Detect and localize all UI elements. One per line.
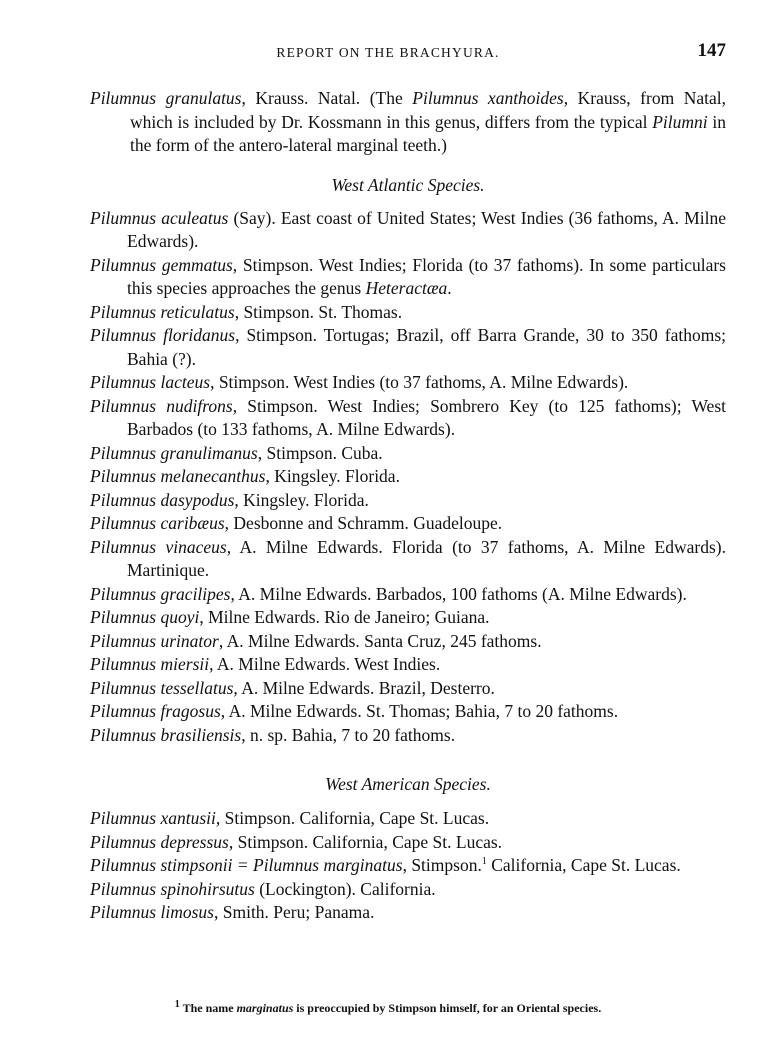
- entry-text: , n. sp. Bahia, 7 to 20 fathoms.: [241, 724, 456, 745]
- intro-paragraph: [90, 87, 726, 158]
- species-entry: [90, 677, 726, 701]
- species-name: Pilumnus floridanus: [90, 325, 236, 345]
- species-name: Pilumnus xanthoides: [412, 88, 564, 108]
- species-entry: [90, 901, 726, 925]
- species-entry: [90, 831, 726, 855]
- entry-text: (Say). East coast of United States; West Indies (36 fathoms, A. Milne Edwards).: [127, 207, 726, 251]
- entry-text: , A. Milne Edwards. Barbados, 100 fathoms (A. Milne Edwards).: [230, 583, 687, 604]
- entry-text: , Stimpson. Tortugas; Brazil, off Barra Grande, 30 to 350 fathoms; Bahia (?).: [127, 325, 726, 369]
- entry-text: , Kingsley. Florida.: [234, 489, 369, 510]
- entry-text: , Stimpson. California, Cape St. Lucas.: [215, 808, 490, 828]
- page-number: 147: [697, 40, 726, 61]
- footnote-text: The name: [179, 1001, 237, 1015]
- entry-text: , A. Milne Edwards. Brazil, Desterro.: [233, 677, 495, 698]
- species-name: Pilumni: [652, 111, 708, 132]
- species-name: Pilumnus stimpsonii = Pilumnus marginatus: [90, 855, 403, 875]
- entry-text: , Desbonne and Schramm. Guadeloupe.: [224, 513, 503, 533]
- species-name: Pilumnus aculeatus: [90, 207, 229, 228]
- species-name: Pilumnus gemmatus: [90, 254, 233, 275]
- species-entry: [90, 371, 726, 395]
- entry-text: , Smith. Peru; Panama.: [213, 902, 375, 922]
- species-name: Pilumnus dasypodus: [90, 489, 235, 510]
- running-title: REPORT ON THE BRACHYURA.: [276, 45, 500, 60]
- species-name: Pilumnus miersii: [90, 654, 210, 674]
- species-name: Pilumnus reticulatus: [90, 301, 235, 322]
- entry-text: , A. Milne Edwards. West Indies.: [209, 654, 441, 674]
- section-heading-west-atlantic: West Atlantic Species.: [331, 174, 485, 195]
- entry-text: , Stimpson.: [402, 855, 482, 875]
- species-entry: [90, 878, 726, 902]
- entry-text: , A. Milne Edwards. St. Thomas; Bahia, 7 to 20 fathoms.: [220, 701, 619, 721]
- species-name: Pilumnus depressus: [90, 831, 229, 852]
- entry-text: , Stimpson. West Indies (to 37 fathoms, A. Milne Edwards).: [210, 372, 629, 392]
- species-name: Pilumnus nudifrons: [90, 395, 233, 416]
- species-name: Pilumnus fragosus: [90, 701, 221, 721]
- species-name: Pilumnus caribæus: [90, 513, 225, 533]
- species-name: Pilumnus gracilipes: [90, 583, 231, 604]
- species-entry: [90, 583, 726, 607]
- entry-text: (Lockington). California.: [254, 878, 436, 899]
- species-entry: [90, 606, 726, 630]
- page-header: [0, 40, 776, 64]
- species-name: marginatus: [236, 1001, 294, 1015]
- species-name: Pilumnus vinaceus: [90, 536, 227, 557]
- species-name: Pilumnus tessellatus: [90, 677, 234, 698]
- entry-text: , Kingsley. Florida.: [265, 466, 400, 486]
- entry-text: , Milne Edwards. Rio de Janeiro; Guiana.: [199, 607, 490, 627]
- entry-text: , Stimpson. St. Thomas.: [234, 301, 403, 322]
- species-name: Pilumnus granulimanus: [90, 442, 258, 463]
- footnote-reference: 1: [481, 856, 487, 868]
- entry-text: , A. Milne Edwards. Florida (to 37 fathoms, A. Milne Edwards). Martinique.: [127, 536, 726, 580]
- species-entry: [90, 653, 726, 677]
- species-entry: [90, 395, 726, 442]
- entry-text: .: [447, 278, 452, 298]
- species-name: Pilumnus xantusii: [90, 808, 216, 828]
- species-entry: [90, 630, 726, 654]
- entry-text: , Stimpson. California, Cape St. Lucas.: [228, 831, 503, 852]
- species-name: Pilumnus lacteus: [90, 372, 211, 392]
- species-name: Pilumnus spinohirsutus: [90, 878, 255, 899]
- footnote-text: is preoccupied by Stimpson himself, for an Oriental species.: [293, 1001, 602, 1015]
- species-name: Pilumnus quoyi: [90, 607, 200, 627]
- species-entry: [90, 254, 726, 301]
- species-name: Pilumnus brasiliensis: [90, 724, 242, 745]
- species-entry: [90, 807, 726, 831]
- entry-text: , Krauss, from Natal, which is included by Dr. Kossmann in this genus, differs from the typical: [130, 88, 726, 132]
- species-entry: [90, 536, 726, 583]
- entry-text: , Stimpson. Cuba.: [257, 442, 383, 463]
- species-entry: [90, 324, 726, 371]
- species-entry: [90, 512, 726, 536]
- species-entry: [90, 489, 726, 513]
- species-entry: [90, 700, 726, 724]
- species-entry: [90, 465, 726, 489]
- entry-text: , Stimpson. West Indies; Sombrero Key (to 125 fathoms); West Barbados (to 133 fathoms, A. Milne Edwards).: [127, 395, 727, 439]
- entry-text: in the form of the antero-lateral marginal teeth.): [130, 111, 726, 155]
- footnote: [0, 1001, 776, 1016]
- species-name: Pilumnus granulatus: [90, 88, 242, 108]
- entry-text: , Krauss. Natal. (The: [241, 88, 413, 108]
- species-entry: [90, 854, 726, 878]
- species-entry: [90, 301, 726, 325]
- species-name: Pilumnus melanecanthus: [90, 466, 266, 486]
- entry-text: California, Cape St. Lucas.: [486, 855, 681, 875]
- section-heading-west-american: West American Species.: [325, 774, 491, 794]
- page-body: [90, 87, 726, 925]
- species-entry: [90, 207, 726, 254]
- entry-text: , Stimpson. West Indies; Florida (to 37 fathoms). In some particulars this species approaches the genus: [127, 254, 726, 298]
- species-name: Heteractæa: [365, 278, 448, 298]
- species-name: Pilumnus limosus: [90, 902, 214, 922]
- species-entry: [90, 724, 726, 748]
- species-name: Pilumnus urinator: [90, 630, 219, 651]
- species-entry: [90, 442, 726, 466]
- footnote-marker: 1: [174, 999, 180, 1010]
- entry-text: , A. Milne Edwards. Santa Cruz, 245 fathoms.: [218, 630, 542, 651]
